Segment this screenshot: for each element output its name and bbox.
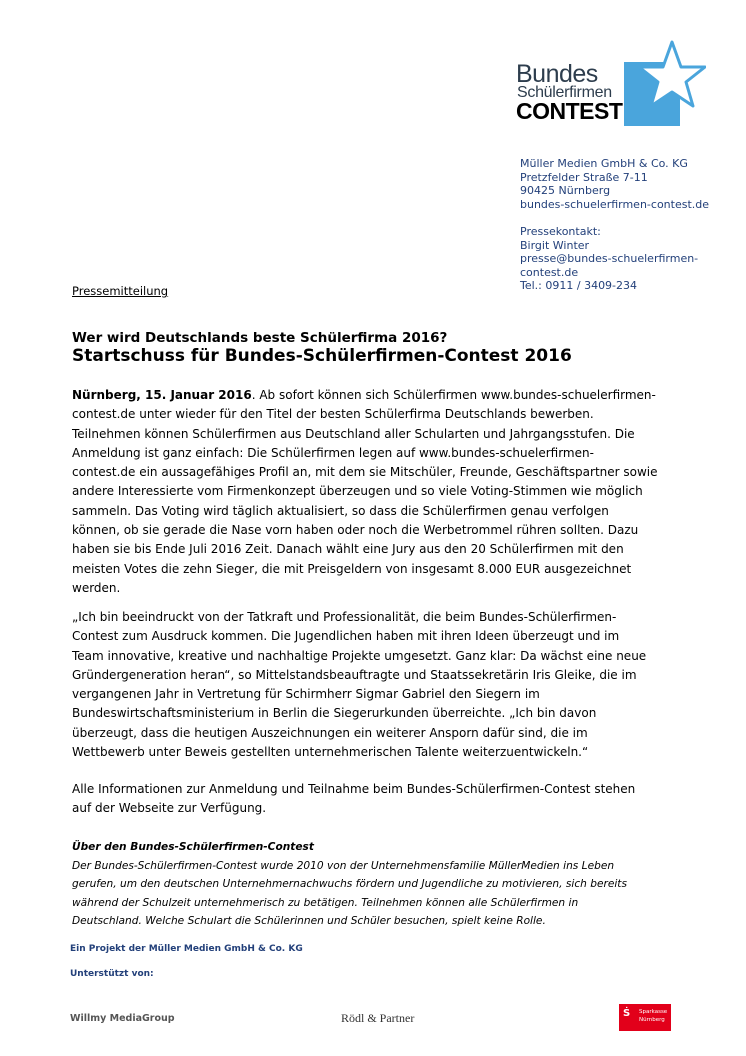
address-block — [520, 157, 709, 293]
paragraph-line: auf der Webseite zur Verfügung. — [72, 801, 267, 816]
paragraph-line: andere Interessierte vom Firmenkonzept überzeugen und so viele Voting-Stimmen wie möglich — [72, 484, 643, 499]
paragraph-line: Anmeldung ist ganz einfach: Die Schülerfirmen legen auf www.bundes-schuelerfirmen- — [72, 445, 594, 460]
project-credit: Ein Projekt der Müller Medien GmbH & Co. KG — [70, 944, 303, 954]
paragraph-line: Bundeswirtschaftsministerium in Berlin die Siegerurkunden überreichte. „Ich bin davon — [72, 706, 597, 721]
paragraph-line: Alle Informationen zur Anmeldung und Teilnahme beim Bundes-Schülerfirmen-Contest stehen — [72, 782, 636, 796]
paragraph-line: Contest zum Ausdruck kommen. Die Jugendlichen haben mit ihren Ideen überzeugt und im — [72, 629, 620, 644]
about-line: Deutschland. Welche Schulart die Schülerinnen und Schüler besuchen, spielt keine Rolle. — [72, 915, 546, 927]
logo-text-schuelerfirmen: Schülerfirmen — [517, 84, 612, 101]
paragraph-line: überzeugt, dass die heutigen Auszeichnungen ein weiterer Ansporn dafür sind, die im — [72, 725, 588, 740]
paragraph-quote — [72, 608, 672, 762]
document-type-label: Pressemitteilung — [72, 284, 169, 298]
paragraph-line: contest.de unter wieder für den Titel der besten Schülerfirma Deutschlands bewerben. — [72, 407, 594, 422]
paragraph-line: vergangenen Jahr in Vertretung für Schirmherr Sigmar Gabriel den Siegern im — [72, 687, 540, 702]
paragraph-line: werden. — [72, 580, 121, 595]
supported-by-label: Unterstützt von: — [70, 969, 154, 979]
subtitle: Wer wird Deutschlands beste Schülerfirma 2016? — [72, 330, 448, 346]
paragraph-line: Wettbewerb unter Beweis gestellten unternehmerischen Talente weiterzuentwickeln.“ — [72, 745, 589, 760]
paragraph-line: contest.de ein aussagefähiges Profil an, mit dem sie Mitschüler, Freunde, Geschäftspartner sowie — [72, 465, 658, 480]
paragraph-line: Gründergeneration heran“, so Mittelstandsbeauftragte und Staatssekretärin Iris Gleike, die im — [72, 667, 637, 682]
contest-logo — [516, 40, 706, 130]
paragraph-line: können, ob sie gerade die Nase vorn haben oder noch die Werbetrommel rühren sollten. Dazu — [72, 523, 639, 538]
headline: Startschuss für Bundes-Schülerfirmen-Contest 2016 — [72, 346, 572, 366]
about-title: Über den Bundes-Schülerfirmen-Contest — [72, 841, 314, 853]
paragraph-line: Team innovative, kreative und nachhaltige Projekte umgesetzt. Ganz klar: Da wächst eine neue — [72, 648, 647, 663]
press-phone: Tel.: 0911 / 3409-234 — [520, 279, 638, 292]
star-icon — [620, 40, 706, 130]
about-section — [72, 838, 672, 931]
sponsor-sparkasse-logo — [619, 1004, 671, 1031]
paragraph-line: Teilnehmen können Schülerfirmen aus Deutschland aller Schularten und Jahrgangsstufen. Die — [72, 426, 635, 441]
about-line: während der Schulzeit unternehmerisch zu betätigen. Teilnehmen können alle Schülerfirmen in — [72, 896, 579, 909]
paragraph-info — [72, 780, 672, 819]
paragraph-intro — [72, 386, 672, 598]
website[interactable]: bundes-schuelerfirmen-contest.de — [520, 197, 710, 211]
paragraph-line: sammeln. Das Voting wird täglich aktualisiert, so dass die Schülerfirmen genau verfolgen — [72, 503, 609, 518]
paragraph-line-text: . Ab sofort können sich Schülerfirmen www.bundes-schuelerfirmen- — [251, 388, 656, 402]
sponsor-roedl-logo: Rödl & Partner — [341, 1011, 415, 1025]
company-name: Müller Medien GmbH & Co. KG — [520, 157, 688, 170]
sponsor-willmy-logo: Willmy MediaGroup — [70, 1013, 175, 1024]
press-email-line1[interactable]: presse@bundes-schuelerfirmen- — [520, 252, 699, 265]
paragraph-line: haben sie bis Ende Juli 2016 Zeit. Danach wählt eine Jury aus den 20 Schülerfirmen mit den — [72, 542, 624, 557]
about-line: Der Bundes-Schülerfirmen-Contest wurde 2010 von der Unternehmensfamilie MüllerMedien ins Leben — [72, 859, 615, 872]
sparkasse-text-line2: Nürnberg — [639, 1017, 665, 1023]
logo-text-bundes: Bundes — [516, 60, 598, 88]
about-line: gerufen, um den deutschen Unternehmernachwuchs fördern und Jugendliche zu motivieren, sich bereits — [72, 878, 627, 890]
city: 90425 Nürnberg — [520, 184, 611, 197]
logo-text-contest: CONTEST — [516, 98, 623, 124]
sparkasse-icon: Ṡ — [623, 1008, 631, 1019]
paragraph-line: „Ich bin beeindruckt von der Tatkraft und Professionalität, die beim Bundes-Schülerfirmen- — [72, 610, 617, 624]
sparkasse-text-line1: Sparkasse — [639, 1009, 668, 1015]
press-contact-label: Pressekontakt: — [520, 225, 601, 238]
paragraph-line: meisten Votes die zehn Sieger, die mit Preisgeldern von insgesamt 8.000 EUR ausgezeichnet — [72, 561, 632, 576]
street: Pretzfelder Straße 7-11 — [520, 170, 648, 184]
dateline: Nürnberg, 15. Januar 2016 — [72, 388, 252, 402]
press-email-line2[interactable]: contest.de — [520, 265, 579, 279]
press-contact-name: Birgit Winter — [520, 238, 590, 252]
paragraph-line — [72, 386, 672, 405]
